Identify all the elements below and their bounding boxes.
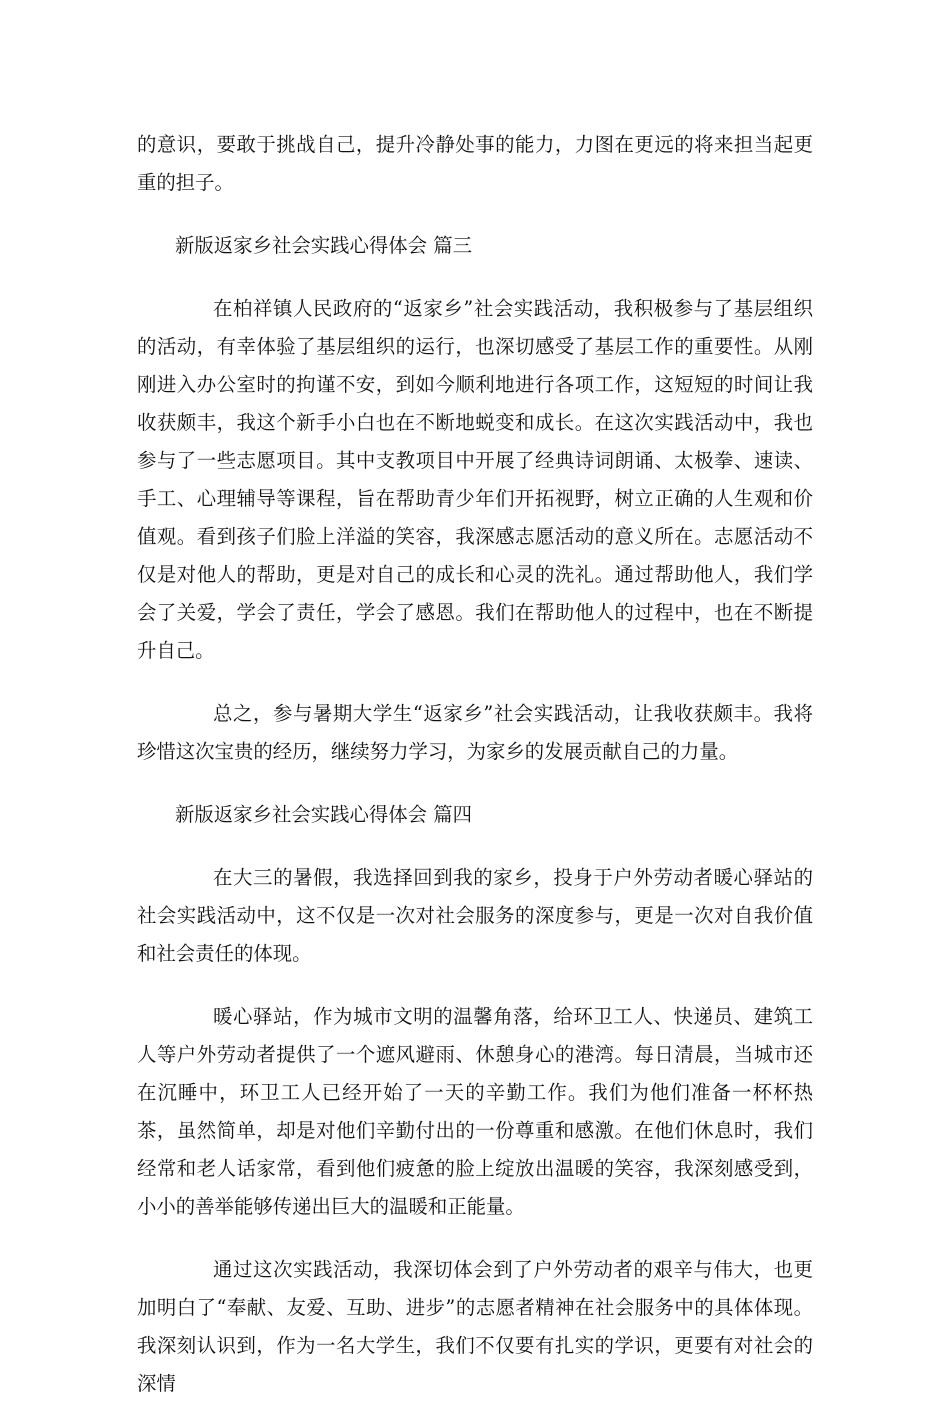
document-body — [137, 126, 813, 1428]
paragraph: 在大三的暑假，我选择回到我的家乡，投身于户外劳动者暖心驿站的社会实践活动中，这不仅是一次对社会服务的深度参与，更是一次对自我价值和社会责任的体现。 — [137, 866, 813, 965]
paragraph: 通过这次实践活动，我深切体会到了户外劳动者的艰辛与伟大，也更加明白了“奉献、友爱、互助、进步”的志愿者精神在社会服务中的具体体现。我深刻认识到，作为一名大学生，我们不仅要有扎实的学识，更要有对社会的深情 — [137, 1258, 813, 1395]
paragraph: 总之，参与暑期大学生“返家乡”社会实践活动，让我收获颇丰。我将珍惜这次宝贵的经历，继续努力学习，为家乡的发展贡献自己的力量。 — [137, 702, 813, 763]
section-heading-part-three: 新版返家乡社会实践心得体会 篇三 — [175, 234, 473, 257]
section-heading-part-four: 新版返家乡社会实践心得体会 篇四 — [175, 803, 473, 826]
paragraph: 在柏祥镇人民政府的“返家乡”社会实践活动，我积极参与了基层组织的活动，有幸体验了基层组织的运行，也深切感受了基层工作的重要性。从刚刚进入办公室时的拘谨不安，到如今顺利地进行各项工作，这短短的时间让我收获颇丰，我这个新手小白也在不断地蜕变和成长。在这次实践活动中，我也参与了一些志愿项目。其中支教项目中开展了经典诗词朗诵、太极拳、速读、手工、心理辅导等课程，旨在帮助青少年们开拓视野，树立正确的人生观和价值观。看到孩子们脸上洋溢的笑容，我深感志愿活动的意义所在。志愿活动不仅是对他人的帮助，更是对自己的成长和心灵的洗礼。通过帮助他人，我们学会了关爱，学会了责任，学会了感恩。我们在帮助他人的过程中，也在不断提升自己。 — [137, 297, 813, 662]
paragraph: 暖心驿站，作为城市文明的温馨角落，给环卫工人、快递员、建筑工人等户外劳动者提供了一个遮风避雨、休憩身心的港湾。每日清晨，当城市还在沉睡中，环卫工人已经开始了一天的辛勤工作。我们为他们准备一杯杯热茶，虽然简单，却是对他们辛勤付出的一份尊重和感激。在他们休息时，我们经常和老人话家常，看到他们疲惫的脸上绽放出温暖的笑容，我深刻感受到，小小的善举能够传递出巨大的温暖和正能量。 — [137, 1005, 813, 1218]
paragraph-continuation: 的意识，要敢于挑战自己，提升冷静处事的能力，力图在更远的将来担当起更重的担子。 — [137, 133, 813, 194]
